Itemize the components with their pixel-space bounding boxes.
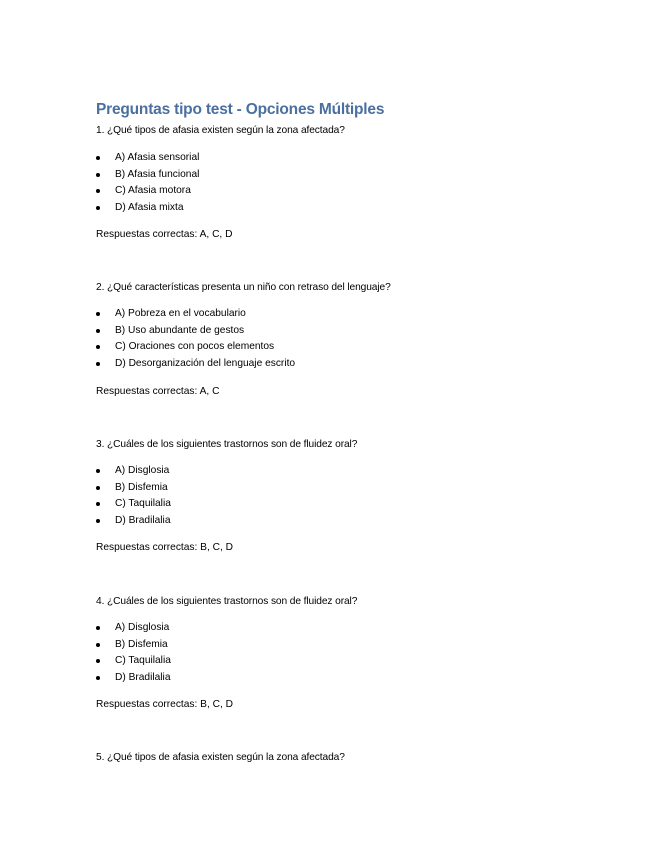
bullet-icon bbox=[96, 502, 100, 506]
options-list-2 bbox=[96, 306, 295, 372]
option-label: D) Bradilalia bbox=[115, 671, 171, 683]
question-1: 1. ¿Qué tipos de afasia existen según la zona afectada? bbox=[96, 125, 345, 136]
option-item bbox=[96, 496, 171, 513]
option-item bbox=[96, 306, 295, 323]
question-4: 4. ¿Cuáles de los siguientes trastornos son de fluidez oral? bbox=[96, 596, 358, 607]
option-label: A) Disglosia bbox=[115, 465, 170, 476]
option-label: B) Disfemia bbox=[115, 481, 168, 493]
options-list-4 bbox=[96, 620, 171, 686]
bullet-icon bbox=[96, 345, 100, 349]
option-item bbox=[96, 200, 199, 217]
bullet-icon bbox=[96, 173, 100, 177]
bullet-icon bbox=[96, 469, 100, 473]
answer-3: Respuestas correctas: B, C, D bbox=[96, 542, 234, 553]
option-item bbox=[96, 513, 171, 530]
option-item bbox=[96, 480, 171, 497]
option-item bbox=[96, 670, 171, 687]
bullet-icon bbox=[96, 626, 100, 630]
bullet-icon bbox=[96, 189, 100, 193]
option-label: C) Taquilalia bbox=[115, 498, 171, 510]
bullet-icon bbox=[96, 486, 100, 490]
options-list-1 bbox=[96, 150, 199, 216]
option-item bbox=[96, 356, 295, 373]
option-label: C) Oraciones con pocos elementos bbox=[115, 341, 275, 353]
bullet-icon bbox=[96, 156, 100, 160]
question-2: 2. ¿Qué características presenta un niño con retraso del lenguaje? bbox=[96, 282, 391, 293]
option-label: C) Taquilalia bbox=[115, 655, 171, 667]
option-label: B) Uso abundante de gestos bbox=[115, 324, 245, 336]
answer-2: Respuestas correctas: A, C bbox=[96, 386, 220, 397]
option-label: B) Afasia funcional bbox=[115, 168, 200, 180]
option-item bbox=[96, 637, 171, 654]
option-item bbox=[96, 167, 199, 184]
option-item bbox=[96, 150, 199, 167]
option-label: A) Afasia sensorial bbox=[115, 152, 200, 163]
option-item bbox=[96, 463, 171, 480]
bullet-icon bbox=[96, 329, 100, 333]
option-item bbox=[96, 620, 171, 637]
option-label: A) Pobreza en el vocabulario bbox=[115, 308, 246, 319]
bullet-icon bbox=[96, 312, 100, 316]
option-item bbox=[96, 653, 171, 670]
question-3: 3. ¿Cuáles de los siguientes trastornos son de fluidez oral? bbox=[96, 439, 358, 450]
option-label: A) Disglosia bbox=[115, 622, 170, 633]
question-5: 5. ¿Qué tipos de afasia existen según la zona afectada? bbox=[96, 752, 345, 763]
option-item bbox=[96, 323, 295, 340]
option-item bbox=[96, 183, 199, 200]
page-title: Preguntas tipo test - Opciones Múltiples bbox=[96, 101, 385, 118]
option-label: D) Bradilalia bbox=[115, 514, 171, 526]
option-label: B) Disfemia bbox=[115, 638, 168, 650]
option-label: D) Desorganización del lenguaje escrito bbox=[115, 357, 296, 369]
answer-1: Respuestas correctas: A, C, D bbox=[96, 229, 233, 240]
bullet-icon bbox=[96, 206, 100, 210]
answer-4: Respuestas correctas: B, C, D bbox=[96, 699, 234, 710]
option-label: C) Afasia motora bbox=[115, 185, 191, 197]
bullet-icon bbox=[96, 643, 100, 647]
options-list-3 bbox=[96, 463, 171, 529]
bullet-icon bbox=[96, 362, 100, 366]
bullet-icon bbox=[96, 676, 100, 680]
option-item bbox=[96, 339, 295, 356]
option-label: D) Afasia mixta bbox=[115, 201, 184, 213]
bullet-icon bbox=[96, 659, 100, 663]
bullet-icon bbox=[96, 519, 100, 523]
